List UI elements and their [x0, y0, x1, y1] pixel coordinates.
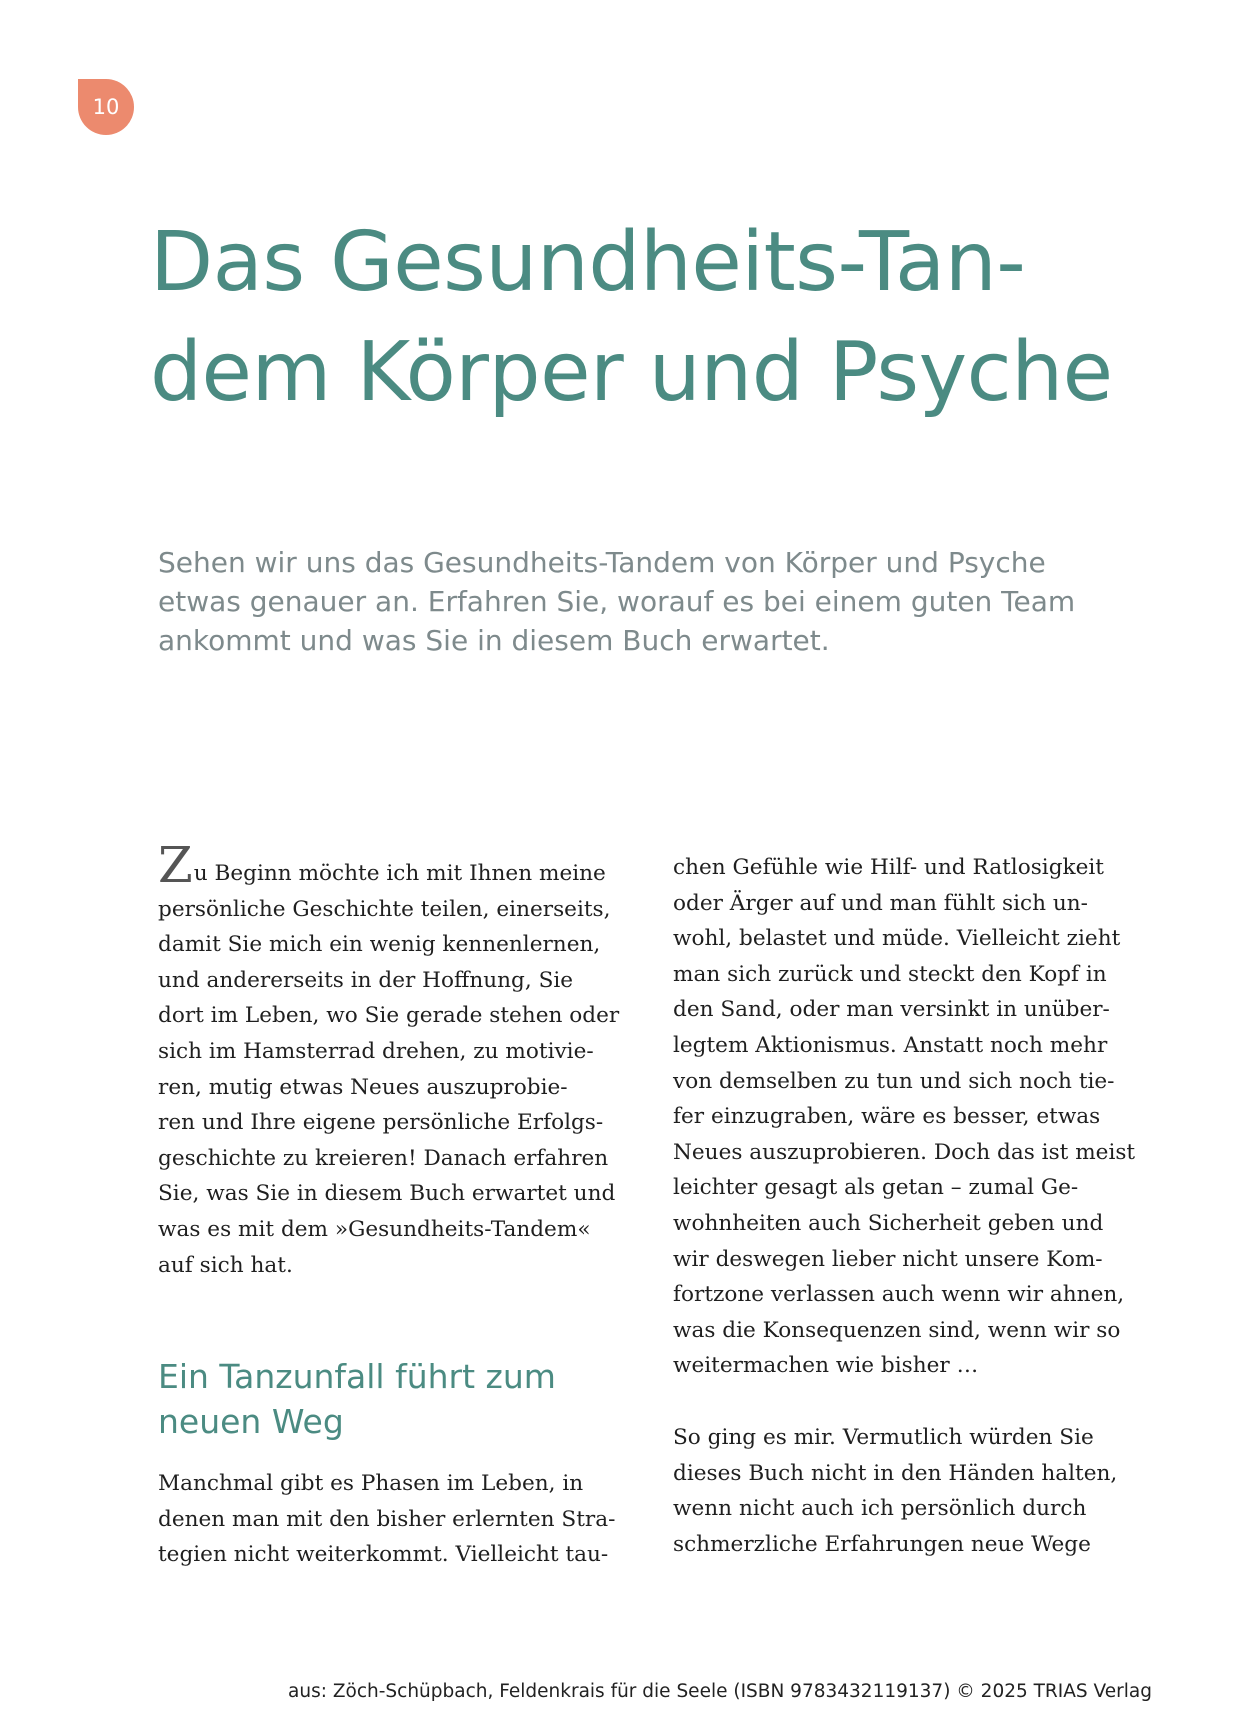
text-line: man sich zurück und steckt den Kopf in [673, 961, 1107, 987]
text-line: So ging es mir. Vermutlich würden Sie [673, 1424, 1094, 1450]
text-line: chen Gefühle wie Hilf- und Ratlosigkeit [673, 855, 1104, 880]
text-line: wir deswegen lieber nicht unsere Kom- [673, 1246, 1103, 1272]
intro-line: Sehen wir uns das Gesundheits-Tandem von Körper und Psyche [158, 546, 1046, 579]
text-line: oder Ärger auf und man fühlt sich un- [673, 890, 1088, 916]
intro-line: ankommt und was Sie in diesem Buch erwartet. [158, 624, 830, 657]
text-line: was die Konsequenzen sind, wenn wir so [673, 1317, 1121, 1343]
text-line: auf sich hat. [158, 1252, 293, 1278]
text-line: wohl, belastet und müde. Vielleicht zieht [673, 926, 1121, 952]
text-line: leichter gesagt als getan – zumal Ge- [673, 1175, 1079, 1201]
text-line: ren und Ihre eigene persönliche Erfolgs- [158, 1110, 604, 1136]
text-line: und andererseits in der Hoffnung, Sie [158, 967, 574, 993]
text-line: schmerzliche Erfahrungen neue Wege [673, 1531, 1091, 1557]
text-line-content: u Beginn möchte ich mit Ihnen meine [193, 861, 606, 886]
text-line [158, 836, 648, 894]
text-line: dort im Leben, wo Sie gerade stehen oder [158, 1003, 620, 1029]
text-line: wohnheiten auch Sicherheit geben und [673, 1210, 1104, 1236]
text-line: legtem Aktionismus. Anstatt noch mehr [673, 1032, 1108, 1058]
page-title [150, 208, 1200, 428]
title-line: Das Gesundheits-Tan- [150, 215, 1026, 310]
drop-cap: Z [158, 836, 193, 894]
section-subheading [158, 1354, 648, 1444]
text-line: Manchmal gibt es Phasen im Leben, in [158, 1471, 584, 1497]
text-line: wenn nicht auch ich persönlich durch [673, 1496, 1087, 1522]
text-line: denen man mit den bisher erlernten Stra- [158, 1506, 616, 1532]
text-line: ren, mutig etwas Neues auszuprobie- [158, 1074, 568, 1100]
paragraph-gap [673, 1384, 1163, 1420]
right-paragraph-2 [673, 1420, 1163, 1562]
text-line: persönliche Geschichte teilen, einerseits, [158, 896, 611, 922]
intro-line: etwas genauer an. Erfahren Sie, worauf es bei einem guten Team [158, 585, 1076, 618]
text-line: was es mit dem »Gesundheits-Tandem« [158, 1216, 591, 1242]
right-column [673, 850, 1163, 1562]
text-line: Neues auszuprobieren. Doch das ist meist [673, 1139, 1136, 1165]
text-line: dieses Buch nicht in den Händen halten, [673, 1460, 1118, 1486]
subheading-line: neuen Weg [158, 1402, 344, 1442]
source-footer: aus: Zöch-Schüpbach, Feldenkrais für die Seele (ISBN 9783432119137) © 2025 TRIAS Verlag [288, 1681, 1152, 1702]
text-line: tegien nicht weiterkommt. Vielleicht tau- [158, 1542, 609, 1568]
text-line: sich im Hamsterrad drehen, zu motivie- [158, 1038, 594, 1064]
left-paragraph-1 [158, 836, 648, 1283]
text-line: geschichte zu kreieren! Danach erfahren [158, 1145, 609, 1171]
right-paragraph-1 [673, 850, 1163, 1384]
subheading-line: Ein Tanzunfall führt zum [158, 1357, 556, 1397]
text-line: den Sand, oder man versinkt in unüber- [673, 997, 1110, 1023]
left-column [158, 836, 648, 1573]
text-line: von demselben zu tun und sich noch tie- [673, 1068, 1115, 1094]
text-line: damit Sie mich ein wenig kennenlernen, [158, 932, 601, 958]
title-line: dem Körper und Psyche [150, 325, 1113, 420]
page-number-badge: 10 [78, 79, 134, 135]
text-line: fortzone verlassen auch wenn wir ahnen, [673, 1282, 1125, 1308]
left-paragraph-2 [158, 1466, 648, 1573]
text-line: weitermachen wie bisher … [673, 1353, 979, 1379]
intro-text [158, 543, 1158, 660]
text-line: fer einzugraben, wäre es besser, etwas [673, 1104, 1101, 1130]
text-line: Sie, was Sie in diesem Buch erwartet und [158, 1181, 616, 1207]
